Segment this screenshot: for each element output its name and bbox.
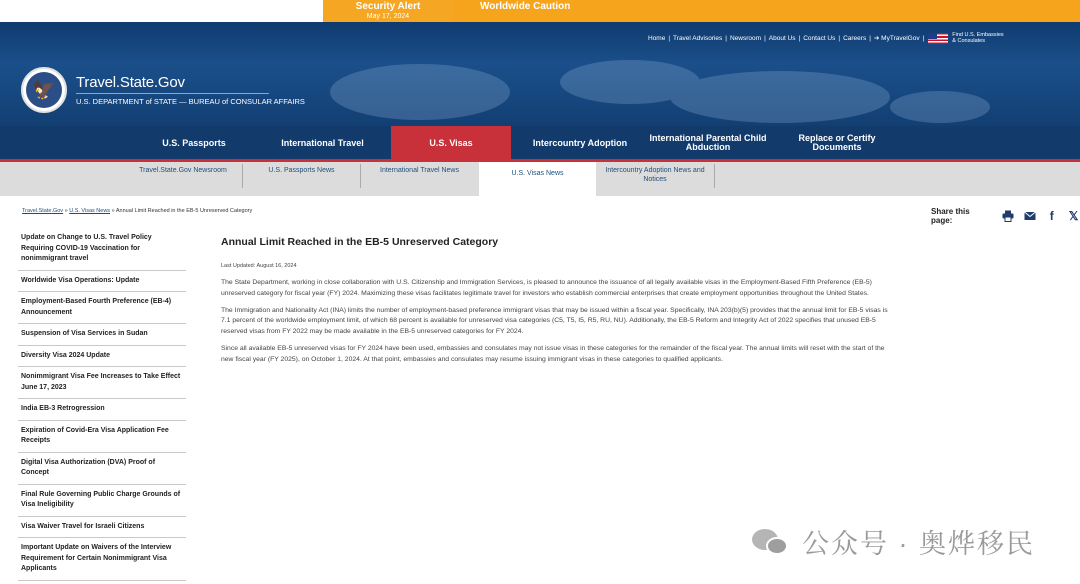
sidebar-item[interactable]: Digital Visa Authorization (DVA) Proof of Concept (18, 453, 186, 485)
breadcrumb (22, 208, 252, 214)
contact-us-link[interactable]: Contact Us (803, 34, 836, 42)
find-embassies-link[interactable] (952, 32, 1003, 44)
department-seal-logo[interactable] (21, 67, 67, 113)
subnav-newsroom[interactable]: Travel.State.Gov Newsroom (139, 167, 227, 174)
sidebar-item[interactable]: Final Rule Governing Public Charge Grounds of Visa Ineligibility (18, 485, 186, 517)
sidebar-item[interactable]: Diversity Visa 2024 Update (18, 346, 186, 368)
sidebar-item[interactable]: Expiration of Covid-Era Visa Application Fee Receipts (18, 421, 186, 453)
security-alert-date: May 17, 2024 (366, 13, 410, 20)
watermark-text: 公众号 · 奥烨移民 (802, 529, 1035, 559)
site-title[interactable]: Travel.State.Gov (76, 74, 185, 91)
sign-in-icon: ➔ (873, 35, 880, 42)
security-alert-link[interactable] (323, 0, 453, 22)
sub-navigation (0, 162, 1080, 196)
wechat-watermark (752, 522, 1035, 561)
main-navigation (0, 126, 1080, 160)
article-title: Annual Limit Reached in the EB-5 Unreserved Category (221, 236, 499, 248)
subnav-international-travel-news[interactable]: International Travel News (380, 167, 459, 174)
subnav-adoption-news[interactable]: Intercountry Adoption News and Notices (605, 167, 705, 183)
careers-link[interactable]: Careers (843, 34, 867, 42)
home-link[interactable]: Home (648, 34, 666, 42)
article-paragraph: Since all available EB-5 unreserved visas for FY 2024 have been used, embassies and consulates may not issue visas in these categories for the remainder of the fiscal year. The annual limits will reset with the start of the new fiscal year (FY 2025), on October 1, 2024. At that point, embassies and consulates may resume issuing immigrant visas in these categories to qualified applicants. (221, 344, 885, 363)
breadcrumb-home[interactable]: Travel.State.Gov (22, 208, 64, 214)
subnav-divider (714, 164, 715, 188)
print-icon[interactable] (1002, 210, 1015, 223)
mytravelgov-link[interactable] (874, 34, 920, 42)
sidebar-item[interactable]: Worldwide Visa Operations: Update (18, 271, 186, 293)
wechat-icon (752, 525, 792, 559)
about-us-link[interactable]: About Us (768, 34, 796, 42)
sidebar-item[interactable]: Update on Change to U.S. Travel Policy Requiring COVID-19 Vaccination for nonimmigrant travel (18, 228, 186, 271)
mytravelgov-label: MyTravelGov (881, 35, 920, 42)
sidebar-item[interactable]: Suspension of Visa Services in Sudan (18, 324, 186, 346)
nav-parental-child-abduction[interactable]: International Parental Child Abduction (649, 133, 767, 152)
article-paragraph: The State Department, working in close collaboration with U.S. Citizenship and Immigration Services, is pleased to announce the issuance of all legally available visas in the Employment-Based Fifth Preference (EB-5) unreserved category for fiscal year (FY) 2024. Maximizing these visas facilitates legitimate travel for investors who establish commercial enterprises that create employment opportunities throughout the United States. (221, 279, 872, 297)
site-header (0, 22, 1080, 126)
breadcrumb-separator: » (64, 208, 68, 214)
newsroom-link[interactable]: Newsroom (730, 34, 762, 42)
find-embassies-line1: Find U.S. Embassies (952, 32, 1004, 38)
brand-divider (76, 93, 269, 94)
alert-bar (0, 0, 1080, 22)
subnav-passports-news[interactable]: U.S. Passports News (268, 167, 335, 174)
share-label: Share this page: (931, 207, 970, 225)
find-embassies-line2: & Consulates (952, 38, 985, 44)
sidebar-item[interactable]: India EB-3 Retrogression (18, 399, 186, 421)
nav-us-visas[interactable]: U.S. Visas (391, 126, 511, 160)
nav-us-passports[interactable]: U.S. Passports (162, 137, 226, 148)
breadcrumb-visas-news[interactable]: U.S. Visas News (69, 208, 111, 214)
sidebar-item[interactable]: Visa Waiver Travel for Israeli Citizens (18, 517, 186, 539)
eagle-icon: 🦅 (26, 72, 62, 108)
email-icon[interactable] (1023, 210, 1036, 223)
us-flag-icon (928, 33, 948, 44)
x-twitter-icon[interactable]: 𝕏 (1068, 209, 1079, 223)
breadcrumb-separator: » (111, 208, 115, 214)
world-map-background (300, 52, 1000, 126)
breadcrumb-current: Annual Limit Reached in the EB-5 Unreserved Category (115, 208, 253, 214)
sidebar-item[interactable]: Nonimmigrant Visa Fee Increases to Take Effect June 17, 2023 (18, 367, 186, 399)
utility-links: Home | Travel Advisories | Newsroom | About Us | Contact Us | Careers | ➔ MyTravelGov | Find U.S. Embassies & Consulates (648, 32, 1004, 44)
worldwide-caution-link[interactable]: Worldwide Caution (453, 0, 1080, 22)
sidebar-item[interactable]: Employment-Based Fourth Preference (EB-4) Announcement (18, 292, 186, 324)
security-alert-title: Security Alert (355, 1, 421, 12)
related-news-sidebar (18, 228, 186, 581)
travel-advisories-link[interactable]: Travel Advisories (673, 34, 723, 42)
article-paragraph: The Immigration and Nationality Act (INA) limits the number of employment-based preference immigrant visas that may be issued within a fiscal year. Specifically, INA 203(b)(5) provides that the annual limit for EB-5 visas is 7.1 percent of the worldwide employment limit, of which 68 percent is available for unreserved visa categories (C5, T5, I5, R5, RU, NU). Additionally, the EB-5 Reform and Integrity Act of 2022 specifies that unused EB-5 reserved visas from FY 2022 may be made available in the EB-5 unreserved categories for FY 2024. (221, 306, 888, 336)
nav-replace-certify-documents[interactable]: Replace or Certify Documents (798, 133, 876, 152)
article-body (221, 236, 889, 372)
sidebar-item[interactable]: Important Update on Waivers of the Interview Requirement for Certain Nonimmigrant Visa Applicants (18, 538, 186, 581)
facebook-icon[interactable]: f (1049, 209, 1054, 223)
site-subtitle: U.S. DEPARTMENT of STATE — BUREAU of CONSULAR AFFAIRS (76, 97, 305, 106)
subnav-us-visas-news[interactable]: U.S. Visas News (479, 162, 596, 196)
nav-international-travel[interactable]: International Travel (281, 137, 364, 148)
last-updated: Last Updated: August 16, 2024 (221, 263, 297, 269)
nav-intercountry-adoption[interactable]: Intercountry Adoption (532, 137, 628, 148)
share-toolbar (931, 207, 1080, 225)
